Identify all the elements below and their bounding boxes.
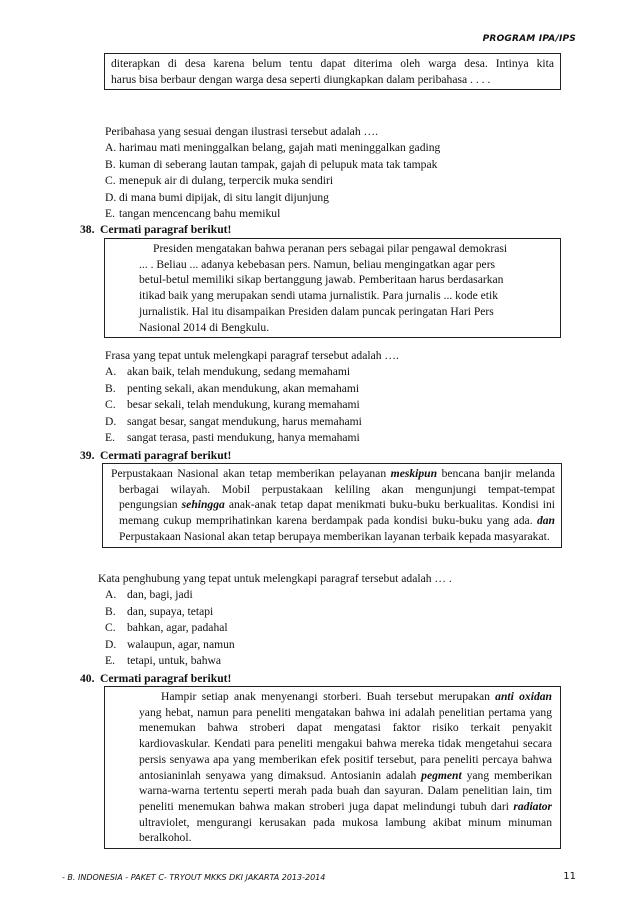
- q39-keyword-1: meskipun: [390, 467, 438, 480]
- q39-keyword-2: sehingga: [181, 498, 225, 512]
- page-footer: - B. INDONESIA - PAKET C- TRYOUT MKKS DKI JAKARTA 2013-2014: [62, 873, 326, 882]
- q40-heading: [80, 672, 231, 685]
- q37-question: Peribahasa yang sesuai dengan ilustrasi tersebut adalah ….: [105, 125, 379, 138]
- q38-passage-line-4: itikad baik yang merupakan sendi utama jurnalistik. Para jurnalis ... kode etik: [139, 289, 498, 303]
- q39-option-a[interactable]: A. dan, bagi, jadi: [105, 588, 193, 602]
- q40-passage-box: [104, 686, 561, 849]
- q39-passage: Perpustakaan Nasional akan tetap memberikan pelayanan meskipun bencana banjir melanda berbagai wilayah. Mobil perpustakaan keliling akan mengunjungi tempat-tempat pengungsian sehingga anak-anak tetap dapat menikmati buku-buku berkualitas. Kondisi ini memang cukup memprihatinkan karena berdampak pada kondisi buku-buku yang ada. dan Perpustakaan Nasional akan tetap berupaya memberikan layanan terbaik kepada masyarakat.: [111, 467, 555, 543]
- q39-option-e[interactable]: E. tetapi, untuk, bahwa: [105, 654, 222, 668]
- q38-block: [105, 348, 399, 446]
- q39-keyword-3: dan: [536, 514, 555, 528]
- q39-option-c[interactable]: C. bahkan, agar, padahal: [105, 621, 228, 635]
- q38-passage-line-3: betul-betul memiliki sikap bertanggung jawab. Pemberitaan harus berdasarkan: [139, 273, 504, 287]
- q40-keyword-1: anti oxidan: [495, 690, 552, 703]
- q38-number: 38.: [80, 223, 95, 236]
- q38-question: Frasa yang tepat untuk melengkapi paragraf tersebut adalah ….: [105, 349, 399, 362]
- q39-block: [98, 571, 452, 669]
- q39-instruction: Cermati paragraf berikut!: [100, 449, 232, 462]
- q39-question: Kata penghubung yang tepat untuk melengkapi paragraf tersebut adalah … .: [98, 572, 452, 585]
- q37-option-c[interactable]: C. menepuk air di dulang, terpercik muka sendiri: [105, 174, 334, 188]
- q40-number: 40.: [80, 672, 95, 685]
- top-box-line-2: harus bisa berbaur dengan warga desa seperti diungkapkan dalam peribahasa . . . .: [111, 72, 491, 86]
- page-header: PROGRAM IPA/IPS: [482, 34, 576, 44]
- q37-option-b[interactable]: B. kuman di seberang lautan tampak, gajah di pelupuk mata tak tampak: [105, 157, 438, 171]
- q38-option-b[interactable]: B. penting sekali, akan mendukung, akan memahami: [105, 381, 360, 395]
- q39-heading: [80, 449, 231, 462]
- q38-option-e[interactable]: E. sangat terasa, pasti mendukung, hanya memahami: [105, 431, 360, 445]
- q38-passage-line-6: Nasional 2014 di Bengkulu.: [139, 320, 270, 334]
- q37-option-d[interactable]: D. di mana bumi dipijak, di situ langit dijunjung: [105, 190, 329, 204]
- q38-passage-line-2: ... . Beliau ... adanya kebebasan pers. Namun, beliau mengingatkan agar pers: [139, 257, 496, 271]
- q38-passage-box: [104, 238, 561, 338]
- q38-option-d[interactable]: D. sangat besar, sangat mendukung, harus memahami: [105, 414, 362, 428]
- q40-passage: Hampir setiap anak menyenangi storberi. Buah tersebut merupakan anti oxidan yang hebat, namun para peneliti mengatakan bahwa ini adalah penelitian pertama yang menemukan bahwa stroberi dapat mengatasi faktor risiko terkait penyakit kardiovaskular. Kendati para peneliti mengakui bahwa mereka tidak mengetahui secara persis senyawa apa yang memberikan efek positif tersebut, para peneliti percaya bahwa antosianinlah senyawa yang dimaksud. Antosianin adalah pegment yang memberikan warna-warna tertentu seperti merah pada buah dan sayuran. Dalam penelitian lain, tim peneliti menemukan bahwa makan stroberi juga dapat melindungi tubuh dari radiator ultraviolet, mengurangi kerusakan pada mukosa lambung akibat minum minuman beralkohol.: [139, 690, 552, 845]
- q40-instruction: Cermati paragraf berikut!: [100, 672, 232, 685]
- q40-keyword-3: radiator: [513, 799, 552, 813]
- q38-heading: [80, 223, 231, 236]
- q37-option-a[interactable]: A. harimau mati meninggalkan belang, gajah mati meninggalkan gading: [105, 141, 441, 155]
- q38-passage-line-1: Presiden mengatakan bahwa peranan pers sebagai pilar pengawal demokrasi: [153, 242, 508, 255]
- q39-option-b[interactable]: B. dan, supaya, tetapi: [105, 604, 214, 618]
- q38-passage-line-5: jurnalistik. Hal itu disampaikan Presiden dalam puncak peringatan Hari Pers: [139, 304, 494, 318]
- q39-passage-box: [102, 463, 562, 548]
- q38-option-a[interactable]: A. akan baik, telah mendukung, sedang memahami: [105, 365, 351, 379]
- q39-number: 39.: [80, 449, 95, 462]
- top-box-line-1: diterapkan di desa karena belum tentu dapat diterima oleh warga desa. Intinya kita: [111, 57, 554, 70]
- q39-option-d[interactable]: D. walaupun, agar, namun: [105, 637, 235, 651]
- q37-block: [105, 124, 440, 222]
- q37-option-e[interactable]: E. tangan mencencang bahu memikul: [105, 207, 281, 221]
- q38-instruction: Cermati paragraf berikut!: [100, 223, 232, 236]
- top-passage-box: [104, 53, 561, 90]
- q40-keyword-2: pegment: [421, 768, 462, 782]
- page-number: 11: [563, 871, 576, 882]
- q38-option-c[interactable]: C. besar sekali, telah mendukung, kurang memahami: [105, 398, 360, 412]
